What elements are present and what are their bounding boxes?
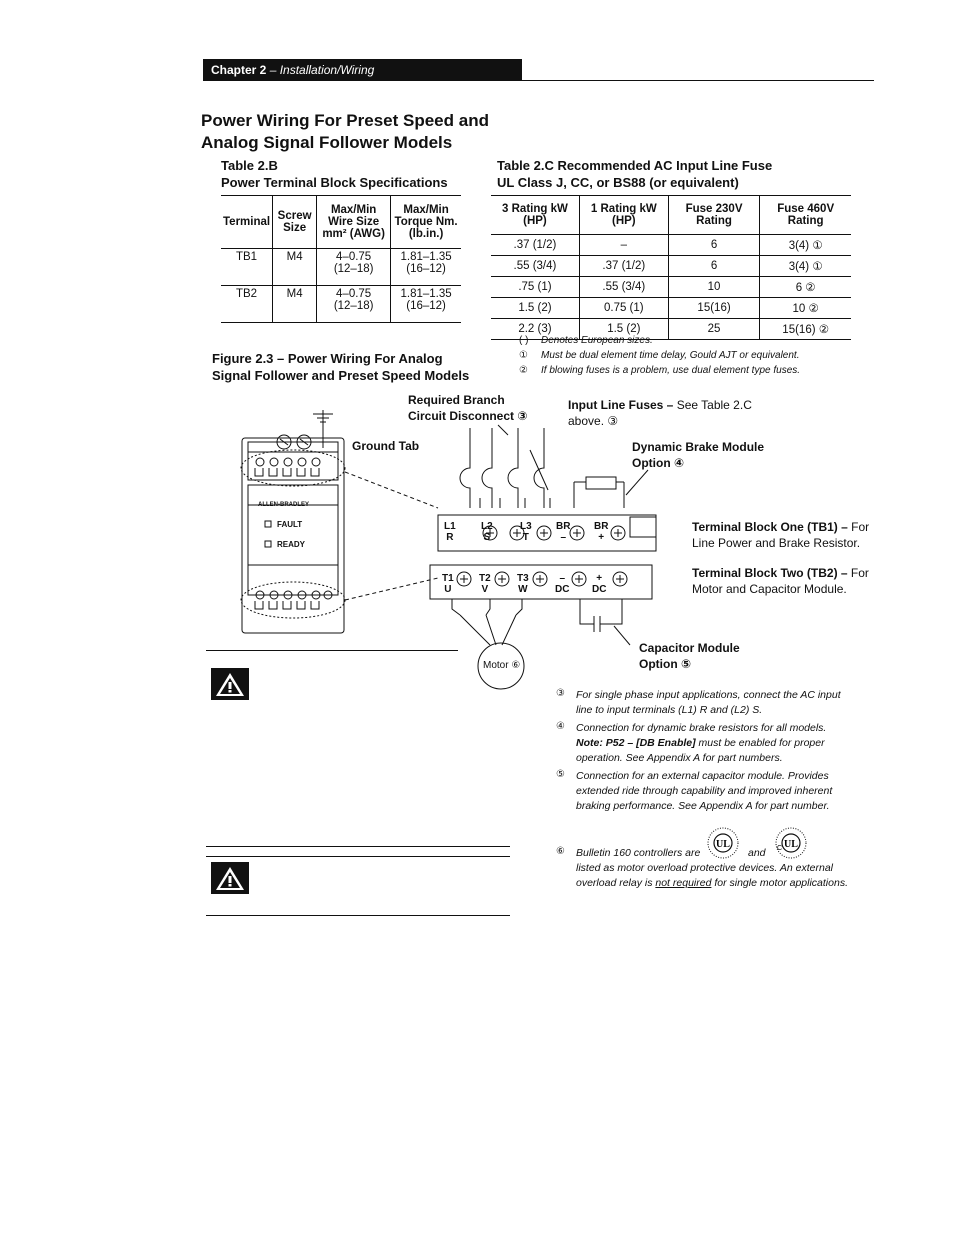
svg-text:UL: UL (784, 839, 798, 850)
footnote-mark: ⑤ (556, 769, 565, 780)
footnote-bold: Note: P52 – [DB Enable] (576, 737, 696, 749)
footnote-text (576, 721, 851, 766)
cell: 6 (668, 235, 760, 256)
cell: 10 (668, 277, 760, 298)
label-required-branch: Required Branch Circuit Disconnect ③ (408, 393, 528, 423)
table-row (491, 298, 851, 319)
terminal-bot: R (446, 532, 454, 543)
db-arrow (626, 470, 648, 495)
terminal-bot: V (481, 584, 489, 595)
section-title: Power Wiring For Preset Speed and Analog Signal Follower Models (201, 111, 489, 152)
table-header-row (491, 196, 851, 235)
terminal-bot: S (483, 532, 491, 543)
cell: .75 (1) (491, 277, 579, 298)
tb2-terminal-t2 (479, 573, 491, 595)
label-tb1 (692, 519, 872, 551)
label-input-fuses-bold: Input Line Fuses – (568, 398, 674, 412)
note-text: Denotes European sizes. (541, 335, 653, 346)
footnote-text-b: must be enabled for proper operation. See Appendix A for part numbers. (576, 737, 825, 764)
cell-line: 4–0.75 (336, 251, 372, 263)
label-input-fuses (568, 397, 758, 429)
note-mark: ( ) (519, 335, 529, 346)
drive-brand: ALLEN-BRADLEY (258, 502, 309, 508)
table-2b-caption (221, 157, 461, 191)
cell: .55 (3/4) (579, 277, 668, 298)
tb2-terminal-t3 (517, 573, 529, 595)
label-input-fuses-text: See Table 2.C above. ③ (568, 398, 752, 428)
ul-listed-icon (706, 826, 740, 860)
footnote-underline: not required (655, 877, 712, 889)
col-header: 1 Rating kW (HP) (579, 196, 668, 235)
terminal-top: L1 (444, 521, 456, 532)
terminal-top: T1 (442, 573, 454, 584)
footnote-text-c: for single motor applications. (711, 877, 848, 889)
cell: 6 (668, 256, 760, 277)
warning-rule-top (206, 650, 458, 651)
label-tb1-text: For Line Power and Brake Resistor. (692, 520, 870, 550)
terminal-bot: U (444, 584, 452, 595)
tb2-terminal-dc-plus (592, 573, 606, 595)
terminal-top: T2 (479, 573, 491, 584)
cell: 1.5 (2) (491, 298, 579, 319)
cell-line: (12–18) (333, 263, 374, 275)
cell: TB1 (221, 249, 273, 286)
terminal-top: L3 (520, 521, 532, 532)
drive-front-panel (248, 505, 338, 565)
cell: 0.75 (1) (579, 298, 668, 319)
terminal-bot: + (598, 532, 605, 543)
cell-line: (16–12) (406, 263, 446, 275)
footnote-text-a: Connection for dynamic brake resistors for all models. (576, 722, 827, 734)
note-text: Must be dual element time delay, Gould AJT or equivalent. (541, 350, 800, 361)
cell (391, 286, 461, 323)
terminal-bot: DC (555, 584, 570, 595)
drive-tb1-screws (255, 458, 320, 476)
drive-tb2-screws (255, 591, 332, 609)
cell: – (579, 235, 668, 256)
label-cap-module: Capacitor Module Option ⑤ (639, 641, 740, 671)
table-row (491, 277, 851, 298)
terminal-bot: T (522, 532, 529, 543)
note (519, 333, 859, 348)
terminal-top: L2 (481, 521, 493, 532)
col-header: Max/Min Wire Size mm² (AWG) (317, 196, 391, 249)
label-tb2-bold: Terminal Block Two (TB2) – (692, 566, 848, 580)
note-text: If blowing fuses is a problem, use dual element type fuses. (541, 365, 801, 376)
fuse-arrow (530, 450, 548, 490)
tb1-terminal-l2 (481, 521, 493, 543)
cell: 6 ② (760, 277, 851, 298)
cell (317, 286, 391, 323)
table-2b (221, 195, 461, 323)
tb2-terminal-t1 (442, 573, 454, 595)
table-row (221, 249, 461, 286)
footnote-mark: ⑥ (556, 846, 565, 857)
wiring-diagram (200, 390, 680, 700)
label-db-module: Dynamic Brake Module Option ④ (632, 440, 765, 470)
col-header: Screw Size (273, 196, 317, 249)
cell-line: 1.81–1.35 (400, 288, 452, 300)
cell: M4 (273, 286, 317, 323)
cell: 2.2 (3) (491, 319, 579, 340)
table-header-row (221, 196, 461, 249)
terminal-top: BR (556, 521, 571, 532)
label-tb2 (692, 565, 872, 597)
tb1-terminal-br-plus (594, 521, 608, 543)
col-header: Fuse 460V Rating (760, 196, 851, 235)
terminal-bot: W (518, 584, 528, 595)
table-row (221, 286, 461, 323)
footnote-and: and (748, 847, 766, 859)
cell: 1.5 (2) (579, 319, 668, 340)
chapter-label: Chapter 2 (211, 63, 267, 77)
table-2b-number: Table 2.B (221, 158, 278, 173)
cell-line: (12–18) (333, 300, 374, 312)
table-row (491, 235, 851, 256)
warning-icon (211, 668, 249, 700)
table-2c-notes (519, 333, 859, 378)
cell: 3(4) ① (760, 256, 851, 277)
svg-text:UL: UL (716, 839, 730, 850)
warning-rule-top-2 (206, 846, 510, 847)
chapter-header-bar (203, 59, 522, 81)
table-2c-title: UL Class J, CC, or BS88 (or equivalent) (497, 175, 739, 190)
col-header: Fuse 230V Rating (668, 196, 760, 235)
footnote-text: For single phase input applications, connect the AC input line to input terminals (L1) R and (L2) S. (576, 689, 841, 716)
cell: .55 (3/4) (491, 256, 579, 277)
cell: M4 (273, 249, 317, 286)
terminal-bot: – (560, 532, 566, 543)
col-header: Terminal (221, 196, 273, 249)
cap-arrow (614, 626, 630, 645)
cell: 15(16) (668, 298, 760, 319)
table-2c (491, 195, 851, 340)
terminal-top: T3 (517, 573, 529, 584)
footnote-text-b-1: listed as motor overload protective devices. An external overload relay is (576, 862, 833, 889)
table-2b-title: Power Terminal Block Specifications (221, 175, 448, 190)
table-2c-number: Table 2.C Recommended AC Input Line Fuse (497, 158, 773, 173)
terminal-top: BR (594, 521, 609, 532)
footnote-mark: ③ (556, 688, 565, 699)
cell: 15(16) ② (760, 319, 851, 340)
label-tb2-text: For Motor and Capacitor Module. (692, 566, 869, 596)
tb1-terminal-br-minus (556, 521, 570, 543)
cell: .37 (1/2) (491, 235, 579, 256)
table-2c-caption (497, 157, 857, 191)
warning-icon-2 (211, 862, 249, 894)
figure-caption: Figure 2.3 – Power Wiring For Analog Signal Follower and Preset Speed Models (212, 351, 470, 383)
warning-rule-bottom (206, 915, 510, 916)
col-header: Max/Min Torque Nm. (lb.in.) (391, 196, 461, 249)
footnote-text: Connection for an external capacitor module. Provides extended ride through capability and improved inherent braking performance. See Appendix A for part number. (576, 770, 833, 812)
terminal-top: + (596, 573, 603, 584)
ready-label: READY (277, 540, 306, 549)
db-resistor (586, 477, 616, 489)
header-rule (522, 80, 874, 81)
svg-text:C: C (777, 845, 783, 852)
footnote-text-b (576, 861, 851, 891)
cell: 25 (668, 319, 760, 340)
chapter-section: – Installation/Wiring (269, 63, 375, 77)
note (519, 363, 859, 378)
cell (391, 249, 461, 286)
table-row (491, 256, 851, 277)
fault-led (265, 521, 271, 527)
tb2-terminal-dc-minus (555, 573, 569, 595)
tb2-block (430, 565, 652, 599)
cell (317, 249, 391, 286)
cell-line: 1.81–1.35 (400, 251, 452, 263)
warning-rule-mid (206, 856, 510, 857)
terminal-top: – (559, 573, 565, 584)
terminal-bot: DC (592, 584, 607, 595)
drive-outline (242, 438, 344, 633)
cell: 3(4) ① (760, 235, 851, 256)
label-tb1-bold: Terminal Block One (TB1) – (692, 520, 848, 534)
cell: 10 ② (760, 298, 851, 319)
tb1-terminal-l3 (520, 521, 532, 543)
ready-led (265, 541, 271, 547)
cell: TB2 (235, 288, 258, 300)
note-mark: ② (519, 365, 528, 376)
cell: .37 (1/2) (579, 256, 668, 277)
label-motor: Motor ⑥ (483, 660, 521, 671)
label-ground-tab: Ground Tab (352, 439, 420, 453)
footnote-mark: ④ (556, 721, 565, 732)
col-header: 3 Rating kW (HP) (491, 196, 579, 235)
tb1-terminal-l1 (444, 521, 456, 543)
cul-listed-icon (774, 826, 808, 860)
footnote-text-a: Bulletin 160 controllers are (576, 847, 701, 859)
note (519, 348, 859, 363)
cell-line: (16–12) (406, 300, 446, 312)
note-mark: ① (519, 350, 528, 361)
cell-line: 4–0.75 (336, 288, 372, 300)
fault-label: FAULT (277, 520, 303, 529)
